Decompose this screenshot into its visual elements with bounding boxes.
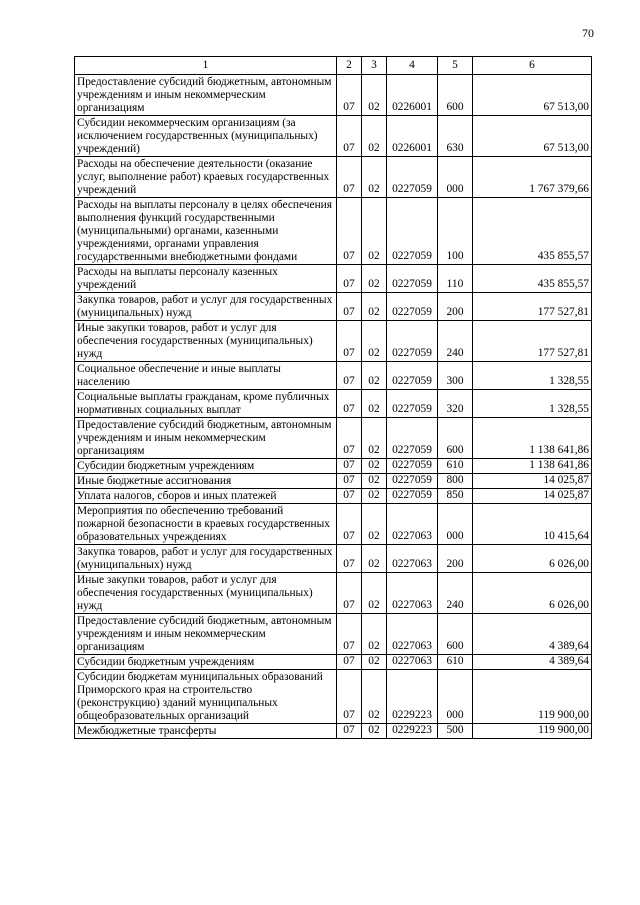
expense-type-code: 630 [438,116,473,157]
row-amount: 1 138 641,86 [473,418,592,459]
target-article-code: 0227059 [387,198,438,265]
row-name: Субсидии некоммерческим организациям (за исключением государственных (муниципальных) учреждений) [75,116,337,157]
subsection-code: 02 [362,265,387,293]
section-code: 07 [337,459,362,474]
subsection-code: 02 [362,614,387,655]
target-article-code: 0227059 [387,362,438,390]
section-code: 07 [337,265,362,293]
section-code: 07 [337,670,362,724]
row-name: Иные закупки товаров, работ и услуг для обеспечения государственных (муниципальных) нужд [75,573,337,614]
table-row [75,198,592,265]
target-article-code: 0227063 [387,573,438,614]
row-amount: 435 855,57 [473,198,592,265]
target-article-code: 0227059 [387,157,438,198]
row-amount: 4 389,64 [473,655,592,670]
row-amount: 435 855,57 [473,265,592,293]
target-article-code: 0226001 [387,75,438,116]
target-article-code: 0227063 [387,655,438,670]
target-article-code: 0227059 [387,459,438,474]
table-row [75,504,592,545]
section-code: 07 [337,75,362,116]
expense-type-code: 600 [438,614,473,655]
row-amount: 67 513,00 [473,75,592,116]
row-name: Расходы на выплаты персоналу казенных учреждений [75,265,337,293]
budget-table [74,56,592,739]
row-name: Закупка товаров, работ и услуг для государственных (муниципальных) нужд [75,293,337,321]
target-article-code: 0227059 [387,321,438,362]
row-amount: 1 328,55 [473,390,592,418]
section-code: 07 [337,116,362,157]
subsection-code: 02 [362,474,387,489]
row-name: Межбюджетные трансферты [75,724,337,739]
row-name: Мероприятия по обеспечению требований пожарной безопасности в краевых государственных образовательных учреждениях [75,504,337,545]
row-amount: 14 025,87 [473,474,592,489]
row-amount: 4 389,64 [473,614,592,655]
column-header: 6 [473,57,592,75]
table-row [75,459,592,474]
row-name: Иные бюджетные ассигнования [75,474,337,489]
target-article-code: 0227059 [387,293,438,321]
section-code: 07 [337,157,362,198]
expense-type-code: 600 [438,418,473,459]
subsection-code: 02 [362,573,387,614]
section-code: 07 [337,321,362,362]
section-code: 07 [337,573,362,614]
expense-type-code: 200 [438,293,473,321]
section-code: 07 [337,362,362,390]
column-header: 2 [337,57,362,75]
expense-type-code: 850 [438,489,473,504]
subsection-code: 02 [362,724,387,739]
subsection-code: 02 [362,116,387,157]
row-name: Социальные выплаты гражданам, кроме публичных нормативных социальных выплат [75,390,337,418]
row-name: Социальное обеспечение и иные выплаты населению [75,362,337,390]
table-row [75,75,592,116]
target-article-code: 0226001 [387,116,438,157]
table-row [75,390,592,418]
target-article-code: 0229223 [387,670,438,724]
target-article-code: 0227063 [387,614,438,655]
row-amount: 177 527,81 [473,321,592,362]
row-amount: 1 328,55 [473,362,592,390]
row-name: Субсидии бюджетным учреждениям [75,459,337,474]
table-row [75,474,592,489]
subsection-code: 02 [362,459,387,474]
expense-type-code: 200 [438,545,473,573]
expense-type-code: 610 [438,655,473,670]
row-name: Иные закупки товаров, работ и услуг для обеспечения государственных (муниципальных) нужд [75,321,337,362]
expense-type-code: 610 [438,459,473,474]
row-name: Предоставление субсидий бюджетным, автономным учреждениям и иным некоммерческим организациям [75,614,337,655]
table-row [75,116,592,157]
table-row [75,614,592,655]
subsection-code: 02 [362,321,387,362]
subsection-code: 02 [362,198,387,265]
column-header: 4 [387,57,438,75]
row-name: Уплата налогов, сборов и иных платежей [75,489,337,504]
row-name: Расходы на выплаты персоналу в целях обеспечения выполнения функций государственными (муниципальными) органами, казенными учреждениями, органами управления государственными внебюджетными фондами [75,198,337,265]
section-code: 07 [337,418,362,459]
subsection-code: 02 [362,293,387,321]
table-row [75,573,592,614]
row-amount: 177 527,81 [473,293,592,321]
subsection-code: 02 [362,157,387,198]
row-amount: 119 900,00 [473,670,592,724]
table-row [75,545,592,573]
row-amount: 6 026,00 [473,573,592,614]
expense-type-code: 240 [438,321,473,362]
subsection-code: 02 [362,390,387,418]
expense-type-code: 240 [438,573,473,614]
subsection-code: 02 [362,545,387,573]
row-name: Расходы на обеспечение деятельности (оказание услуг, выполнение работ) краевых государственных учреждений [75,157,337,198]
subsection-code: 02 [362,489,387,504]
expense-type-code: 110 [438,265,473,293]
target-article-code: 0227059 [387,474,438,489]
expense-type-code: 000 [438,504,473,545]
table-row [75,321,592,362]
expense-type-code: 000 [438,670,473,724]
expense-type-code: 320 [438,390,473,418]
table-row [75,362,592,390]
target-article-code: 0227059 [387,418,438,459]
table-row [75,724,592,739]
section-code: 07 [337,504,362,545]
subsection-code: 02 [362,418,387,459]
table-row [75,670,592,724]
subsection-code: 02 [362,655,387,670]
subsection-code: 02 [362,504,387,545]
subsection-code: 02 [362,670,387,724]
row-amount: 67 513,00 [473,116,592,157]
row-amount: 1 138 641,86 [473,459,592,474]
section-code: 07 [337,724,362,739]
expense-type-code: 800 [438,474,473,489]
expense-type-code: 600 [438,75,473,116]
row-amount: 1 767 379,66 [473,157,592,198]
row-amount: 119 900,00 [473,724,592,739]
section-code: 07 [337,655,362,670]
target-article-code: 0227059 [387,390,438,418]
table-row [75,265,592,293]
table-row [75,655,592,670]
row-amount: 10 415,64 [473,504,592,545]
column-header: 3 [362,57,387,75]
table-row [75,418,592,459]
expense-type-code: 000 [438,157,473,198]
column-header: 5 [438,57,473,75]
row-name: Закупка товаров, работ и услуг для государственных (муниципальных) нужд [75,545,337,573]
target-article-code: 0229223 [387,724,438,739]
target-article-code: 0227059 [387,265,438,293]
row-amount: 14 025,87 [473,489,592,504]
target-article-code: 0227063 [387,504,438,545]
table-row [75,293,592,321]
expense-type-code: 300 [438,362,473,390]
expense-type-code: 100 [438,198,473,265]
target-article-code: 0227059 [387,489,438,504]
table-header-row [75,57,592,75]
table-row [75,157,592,198]
subsection-code: 02 [362,362,387,390]
subsection-code: 02 [362,75,387,116]
section-code: 07 [337,614,362,655]
section-code: 07 [337,293,362,321]
row-name: Предоставление субсидий бюджетным, автономным учреждениям и иным некоммерческим организациям [75,75,337,116]
section-code: 07 [337,489,362,504]
section-code: 07 [337,198,362,265]
page-number: 70 [582,26,594,40]
row-name: Субсидии бюджетам муниципальных образований Приморского края на строительство (реконструкцию) зданий муниципальных общеобразовательных организаций [75,670,337,724]
section-code: 07 [337,545,362,573]
table-row [75,489,592,504]
column-header: 1 [75,57,337,75]
row-name: Субсидии бюджетным учреждениям [75,655,337,670]
row-amount: 6 026,00 [473,545,592,573]
row-name: Предоставление субсидий бюджетным, автономным учреждениям и иным некоммерческим организациям [75,418,337,459]
section-code: 07 [337,474,362,489]
target-article-code: 0227063 [387,545,438,573]
expense-type-code: 500 [438,724,473,739]
section-code: 07 [337,390,362,418]
